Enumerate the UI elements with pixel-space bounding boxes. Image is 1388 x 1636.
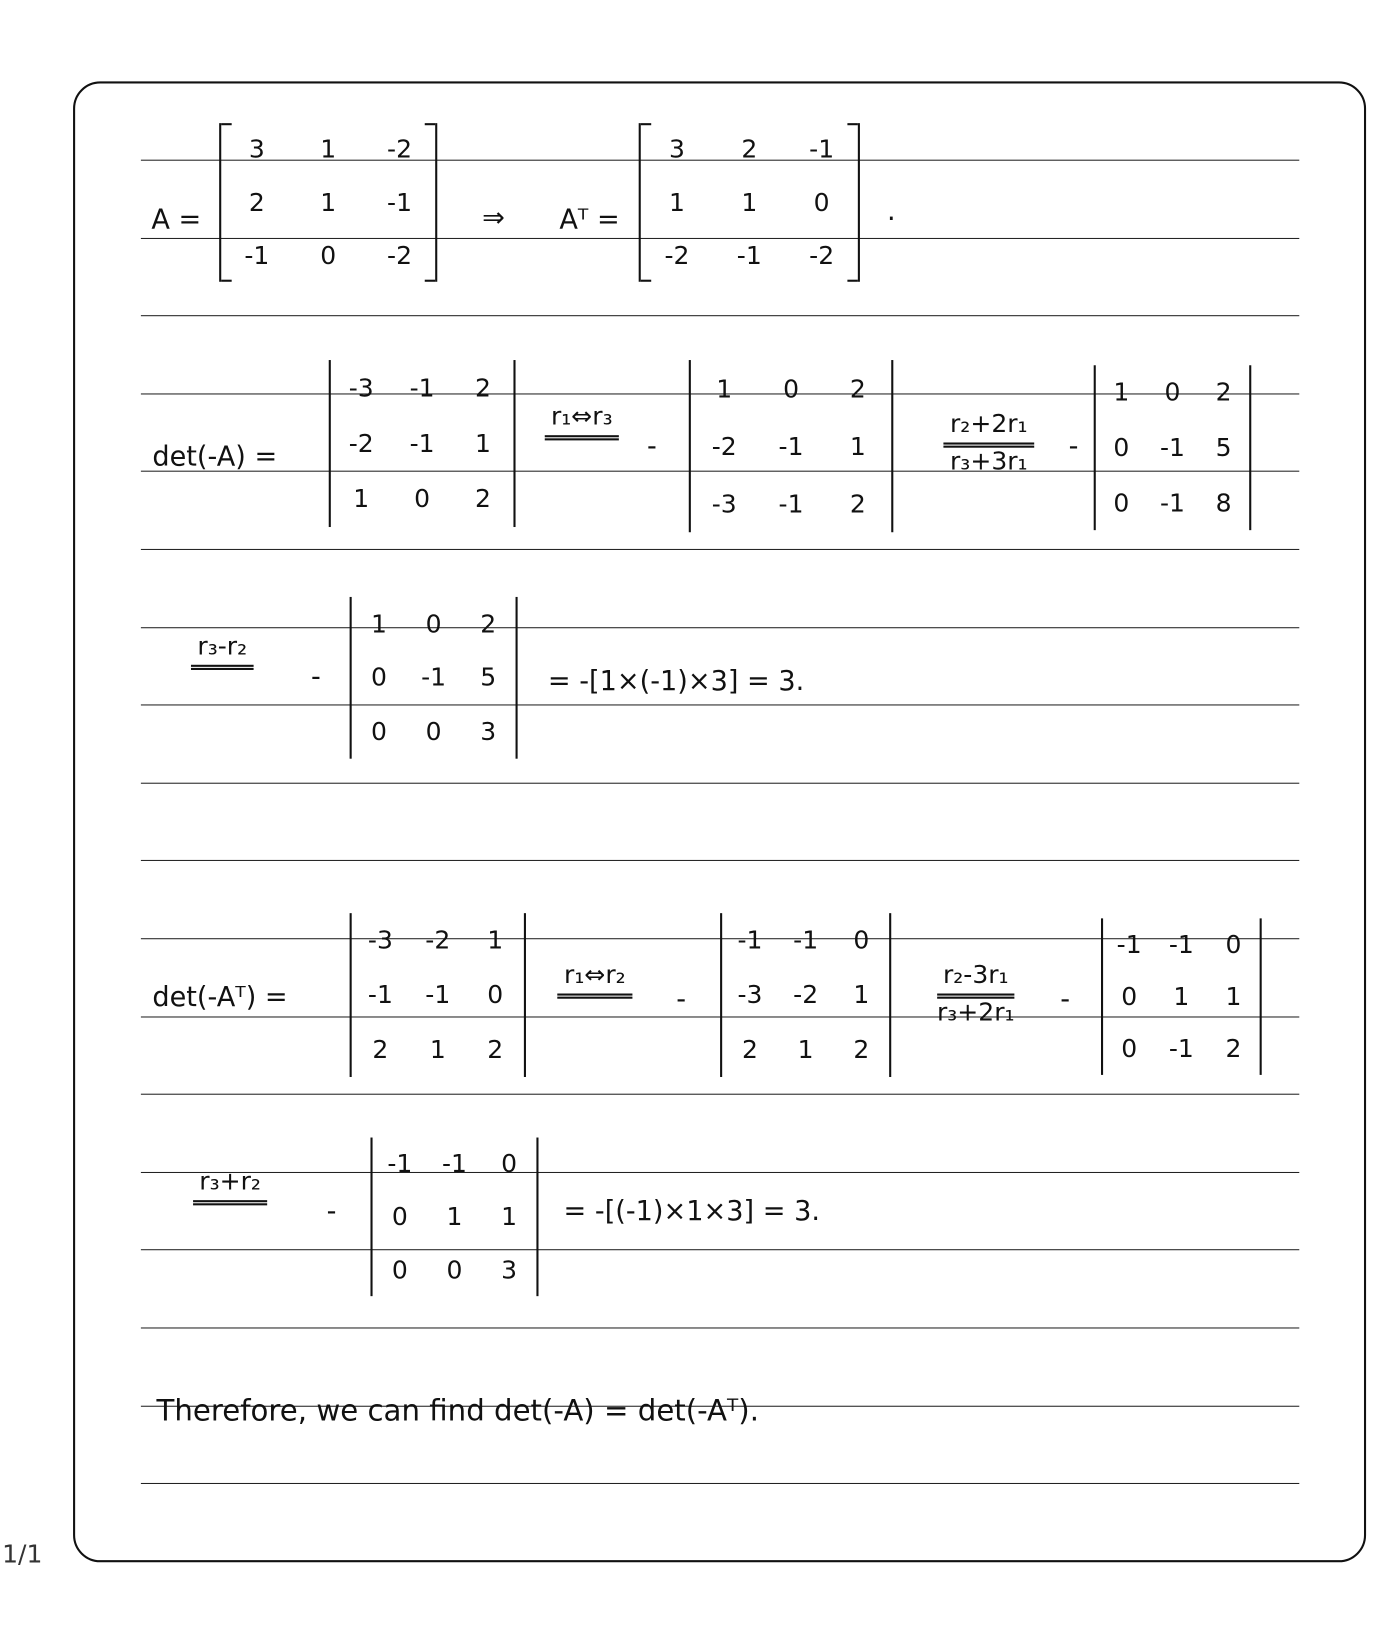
matrix-entry: -1	[737, 925, 763, 956]
matrix-entry: 0	[1225, 929, 1242, 960]
matrix-entry: -1	[244, 240, 270, 270]
matrix-entry: 0	[487, 980, 504, 1010]
matrix-entry: -1	[367, 980, 393, 1010]
matrix-entry: 1	[475, 428, 491, 459]
matrix-entry: 0	[425, 609, 442, 639]
ruled-line	[141, 860, 1299, 861]
matrix-entry: 3	[501, 1255, 518, 1285]
determinant-1	[329, 360, 516, 527]
matrix-a-label: A =	[151, 204, 202, 236]
matrix-entry: -1	[387, 1149, 413, 1179]
matrix-entry: 1	[487, 925, 504, 956]
matrix-entry: 1	[371, 609, 387, 639]
matrix-entry: 3	[248, 134, 265, 165]
ruled-line	[141, 705, 1299, 706]
matrix-entry: 3	[480, 717, 497, 747]
ruled-line	[141, 1172, 1299, 1173]
matrix-entry: 1	[446, 1202, 463, 1232]
row-op-top: r₂-3r₁	[937, 960, 1015, 999]
ruled-line	[141, 1250, 1299, 1251]
ruled-line	[141, 549, 1299, 550]
determinant-3	[1094, 365, 1252, 530]
matrix-entry: -1	[409, 373, 435, 403]
matrix-entry: 0	[783, 374, 800, 404]
matrix-entry: 2	[849, 488, 866, 519]
matrix-entry: 1	[797, 1035, 814, 1065]
matrix-entry: -1	[1159, 488, 1185, 518]
matrix-entry: 0	[813, 187, 830, 218]
matrix-entry: 0	[446, 1255, 463, 1285]
matrix-entry: -2	[793, 980, 819, 1010]
matrix-entry: 2	[372, 1035, 389, 1065]
matrix-entry: 2	[248, 187, 265, 218]
ruled-line	[141, 1094, 1299, 1095]
matrix-entry: 0	[1121, 982, 1138, 1012]
ruled-line	[141, 1483, 1299, 1484]
minus-sign: -	[1068, 431, 1079, 463]
matrix-entry: -2	[711, 431, 737, 461]
det-neg-a-label: det(-A) =	[152, 441, 278, 473]
row-op-label: r₁⇔r₃	[545, 402, 619, 441]
determinant-upper-triangular	[350, 597, 518, 759]
matrix-entry: 1	[741, 187, 758, 218]
matrix-entry: 2	[480, 609, 497, 639]
row-op-r3-plus-r2	[154, 1167, 305, 1196]
determinant-1	[350, 913, 526, 1077]
matrix-entry: 0	[1164, 378, 1181, 408]
determinant-2	[720, 913, 891, 1077]
matrix-entry: 1	[429, 1035, 446, 1065]
matrix-entry: -2	[809, 240, 835, 270]
answer-card	[73, 81, 1366, 1562]
matrix-a-transpose	[639, 123, 860, 282]
ruled-line	[141, 627, 1299, 628]
matrix-entry: -1	[778, 431, 804, 461]
matrix-entry: -2	[387, 240, 413, 270]
matrix-entry: 2	[853, 1035, 870, 1065]
row-op-label: r₃+r₂	[193, 1167, 267, 1206]
row-op-top: r₂+2r₁	[944, 409, 1034, 448]
matrix-entry: 0	[391, 1202, 408, 1232]
matrix-entry: 8	[1215, 488, 1232, 518]
matrix-entry: 2	[1215, 378, 1232, 408]
matrix-entry: 0	[320, 240, 337, 270]
matrix-entry: 2	[849, 374, 866, 404]
matrix-entry: -3	[348, 373, 374, 403]
det-neg-at-label: det(-Aᵀ) =	[152, 982, 288, 1014]
row-op-swap-r1-r3	[527, 402, 637, 431]
ruled-line	[141, 782, 1299, 783]
matrix-entry: -2	[387, 134, 413, 165]
row-op-bottom: r₃+3r₁	[950, 446, 1028, 476]
matrix-entry: -1	[736, 240, 762, 270]
minus-sign: -	[326, 1195, 337, 1228]
row-op-bottom: r₃+2r₁	[936, 997, 1015, 1027]
matrix-entry: 0	[425, 717, 442, 747]
matrix-entry: -1	[421, 663, 447, 693]
matrix-entry: -2	[425, 925, 451, 956]
det-neg-at-result: = -[(-1)×1×3] = 3.	[563, 1195, 820, 1228]
determinant-2	[689, 360, 894, 532]
matrix-entry: 5	[1215, 433, 1232, 463]
matrix-entry: 1	[320, 134, 337, 165]
matrix-entry: 0	[501, 1149, 518, 1179]
matrix-entry: 0	[1113, 488, 1130, 518]
matrix-entry: 0	[371, 663, 387, 693]
ruled-line	[141, 315, 1299, 316]
row-op-label: r₁⇔r₂	[558, 960, 632, 999]
matrix-entry: 2	[475, 484, 491, 514]
matrix-entry: -1	[425, 980, 451, 1010]
matrix-entry: 2	[741, 134, 758, 165]
row-op-label: r₃-r₂	[191, 631, 253, 670]
matrix-entry: 5	[480, 663, 497, 693]
matrix-entry: 2	[487, 1035, 504, 1065]
matrix-entry: 2	[1225, 1034, 1242, 1064]
row-op-r3-minus-r2	[154, 631, 290, 660]
matrix-entry: 1	[716, 374, 733, 404]
matrix-entry: 1	[501, 1202, 518, 1232]
page-indicator: 1/1	[2, 1539, 43, 1569]
matrix-entry: 0	[414, 484, 431, 514]
matrix-entry: -3	[737, 980, 763, 1010]
matrix-entry: -1	[809, 134, 835, 165]
conclusion-text: Therefore, we can find det(-A) = det(-Aᵀ).	[156, 1393, 759, 1428]
matrix-entry: -1	[441, 1149, 467, 1179]
matrix-entry: 1	[1113, 378, 1130, 408]
row-op-swap-r1-r2	[532, 960, 657, 989]
minus-sign: -	[1060, 984, 1071, 1016]
period: .	[887, 196, 896, 228]
matrix-entry: 1	[668, 187, 685, 218]
matrix-entry: -3	[711, 488, 737, 519]
matrix-entry: -3	[367, 925, 393, 956]
matrix-entry: -2	[348, 428, 374, 459]
matrix-entry: 3	[668, 134, 685, 165]
determinant-3	[1101, 918, 1262, 1075]
implies-symbol: ⇒	[482, 202, 505, 234]
matrix-entry: -1	[1116, 929, 1142, 960]
matrix-entry: -1	[793, 925, 819, 956]
matrix-entry: 1	[1173, 982, 1190, 1012]
matrix-entry: 1	[853, 980, 870, 1010]
minus-sign: -	[310, 661, 321, 693]
row-op-eliminate	[908, 960, 1044, 1027]
matrix-entry: 1	[320, 187, 337, 218]
matrix-entry: -1	[1168, 929, 1194, 960]
minus-sign: -	[676, 984, 687, 1016]
minus-sign: -	[647, 431, 657, 463]
matrix-entry: 0	[1121, 1034, 1138, 1064]
det-neg-a-result: = -[1×(-1)×3] = 3.	[547, 665, 805, 698]
row-op-eliminate	[918, 409, 1059, 476]
matrix-entry: 1	[1225, 982, 1242, 1012]
matrix-a-transpose-label: Aᵀ =	[559, 204, 620, 236]
determinant-upper-triangular	[370, 1138, 538, 1297]
matrix-entry: -1	[1168, 1034, 1194, 1064]
matrix-entry: 1	[353, 484, 370, 514]
matrix-entry: 0	[371, 717, 387, 747]
matrix-entry: -1	[409, 428, 435, 459]
ruled-line	[141, 1327, 1299, 1328]
matrix-entry: -1	[1159, 433, 1185, 463]
matrix-entry: -1	[778, 488, 804, 519]
matrix-entry: 2	[742, 1035, 758, 1065]
matrix-entry: 1	[849, 431, 866, 461]
matrix-entry: 2	[475, 373, 491, 403]
matrix-entry: 0	[1113, 433, 1130, 463]
matrix-entry: -2	[664, 240, 690, 270]
matrix-entry: -1	[387, 187, 413, 218]
matrix-a	[219, 123, 437, 282]
matrix-entry: 0	[391, 1255, 408, 1285]
matrix-entry: 0	[853, 925, 870, 956]
